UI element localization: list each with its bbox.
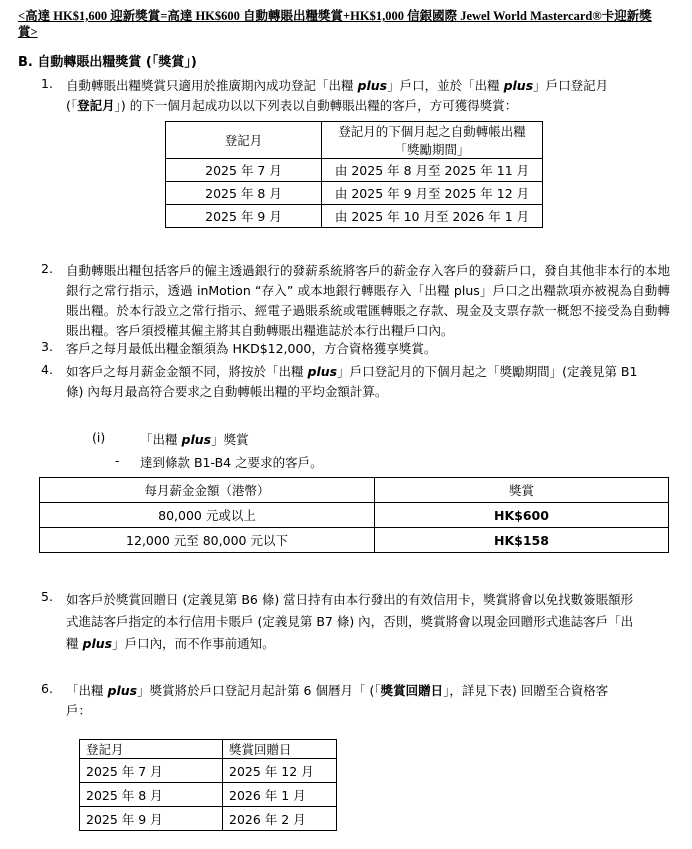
item-4-text: 如客戶之每月薪金金額不同，將按於「出糧 plus」戶口登記月的下個月起之「獎勵期間」(定義見第 B1 條) 內每月最高符合要求之自動轉帳出糧的平均金額計算。 — [66, 364, 638, 399]
table-header: 獎賞 — [375, 478, 669, 503]
table-row: 12,000 元至 80,000 元以下 HK$158 — [40, 528, 669, 553]
item-2-text: 自動轉賬出糧包括客戶的僱主透過銀行的發薪系統將客戶的薪金存入客戶的發薪戶口，發自其他非本行的本地銀行之常行指示，透過 inMotion “存入” 或本地銀行轉賬存入「出糧 plus」戶口之出糧款項亦被視為自動轉賬出糧。於本行設立之常行指示、經電子過賬系統或電匯轉賬之存款、現金及支票存款一概恕不接受為自動轉賬出糧。客戶須授權其僱主將其自動轉賬出糧進誌於本行出糧戶口內。 — [66, 263, 670, 338]
table-header: 獎賞回贈日 — [223, 740, 337, 759]
table-row: 2025 年 8 月 2026 年 1 月 — [80, 783, 337, 807]
sub-item-i-title: 「出糧 plus」獎賞 — [140, 432, 249, 447]
reward-period-table — [165, 121, 543, 228]
item-6-number: 6. — [41, 681, 53, 696]
item-6-text: 「出糧 plus」獎賞將於戶口登記月起計第 6 個曆月「 (「獎賞回贈日」，詳見下表) 回贈至合資格客 戶： — [66, 683, 609, 718]
table-row: 2025 年 9 月 2026 年 2 月 — [80, 807, 337, 831]
table-row: 2025 年 7 月 2025 年 12 月 — [80, 759, 337, 783]
table-header: 登記月 — [166, 122, 322, 159]
table-row: 80,000 元或以上 HK$600 — [40, 503, 669, 528]
promo-title: <高達 HK$1,600 迎新獎賞=高達 HK$600 自動轉賬出糧獎賞+HK$1,000 信銀國際 Jewel World Mastercard®卡迎新獎 賞> — [18, 9, 652, 39]
table-row: 2025 年 8 月 由 2025 年 9 月至 2025 年 12 月 — [166, 182, 543, 205]
table-header: 每月薪金金額（港幣） — [40, 478, 375, 503]
sub-item-i-label: (i) — [92, 430, 106, 445]
item-5-number: 5. — [41, 589, 53, 604]
bullet-text: 達到條款 B1-B4 之要求的客戶。 — [140, 455, 323, 470]
table-row: 2025 年 7 月 由 2025 年 8 月至 2025 年 11 月 — [166, 159, 543, 182]
salary-reward-table — [39, 477, 669, 553]
bullet-dash: - — [115, 453, 120, 468]
item-1-number: 1. — [41, 76, 53, 91]
reward-date-table — [79, 739, 337, 831]
item-4-number: 4. — [41, 362, 53, 377]
table-header: 登記月的下個月起之自動轉帳出糧 「獎勵期間」 — [322, 122, 543, 159]
item-5-text: 如客戶於獎賞回贈日 (定義見第 B6 條) 當日持有由本行發出的有效信用卡，獎賞將會以免找數簽賬額形 式進誌客戶指定的本行信用卡賬戶 (定義見第 B7 條) 內，否則，獎賞將會以現金回贈形式進誌客戶「出 糧 plus」戶口內，而不作事前通知。 — [66, 592, 634, 651]
item-3-number: 3. — [41, 339, 53, 354]
item-2-number: 2. — [41, 261, 53, 276]
table-row: 2025 年 9 月 由 2025 年 10 月至 2026 年 1 月 — [166, 205, 543, 228]
item-1-text: 自動轉賬出糧獎賞只適用於推廣期內成功登記「出糧 plus」戶口，並於「出糧 plus」戶口登記月 (「登記月」) 的下一個月起成功以以下列表以自動轉賬出糧的客戶，方可獲得獎賞： — [66, 78, 609, 113]
table-header: 登記月 — [80, 740, 223, 759]
item-3-text: 客戶之每月最低出糧金額須為 HKD$12,000，方合資格獲享獎賞。 — [66, 341, 437, 356]
section-b-title: B. 自動轉賬出糧獎賞 (「獎賞」) — [18, 55, 197, 70]
